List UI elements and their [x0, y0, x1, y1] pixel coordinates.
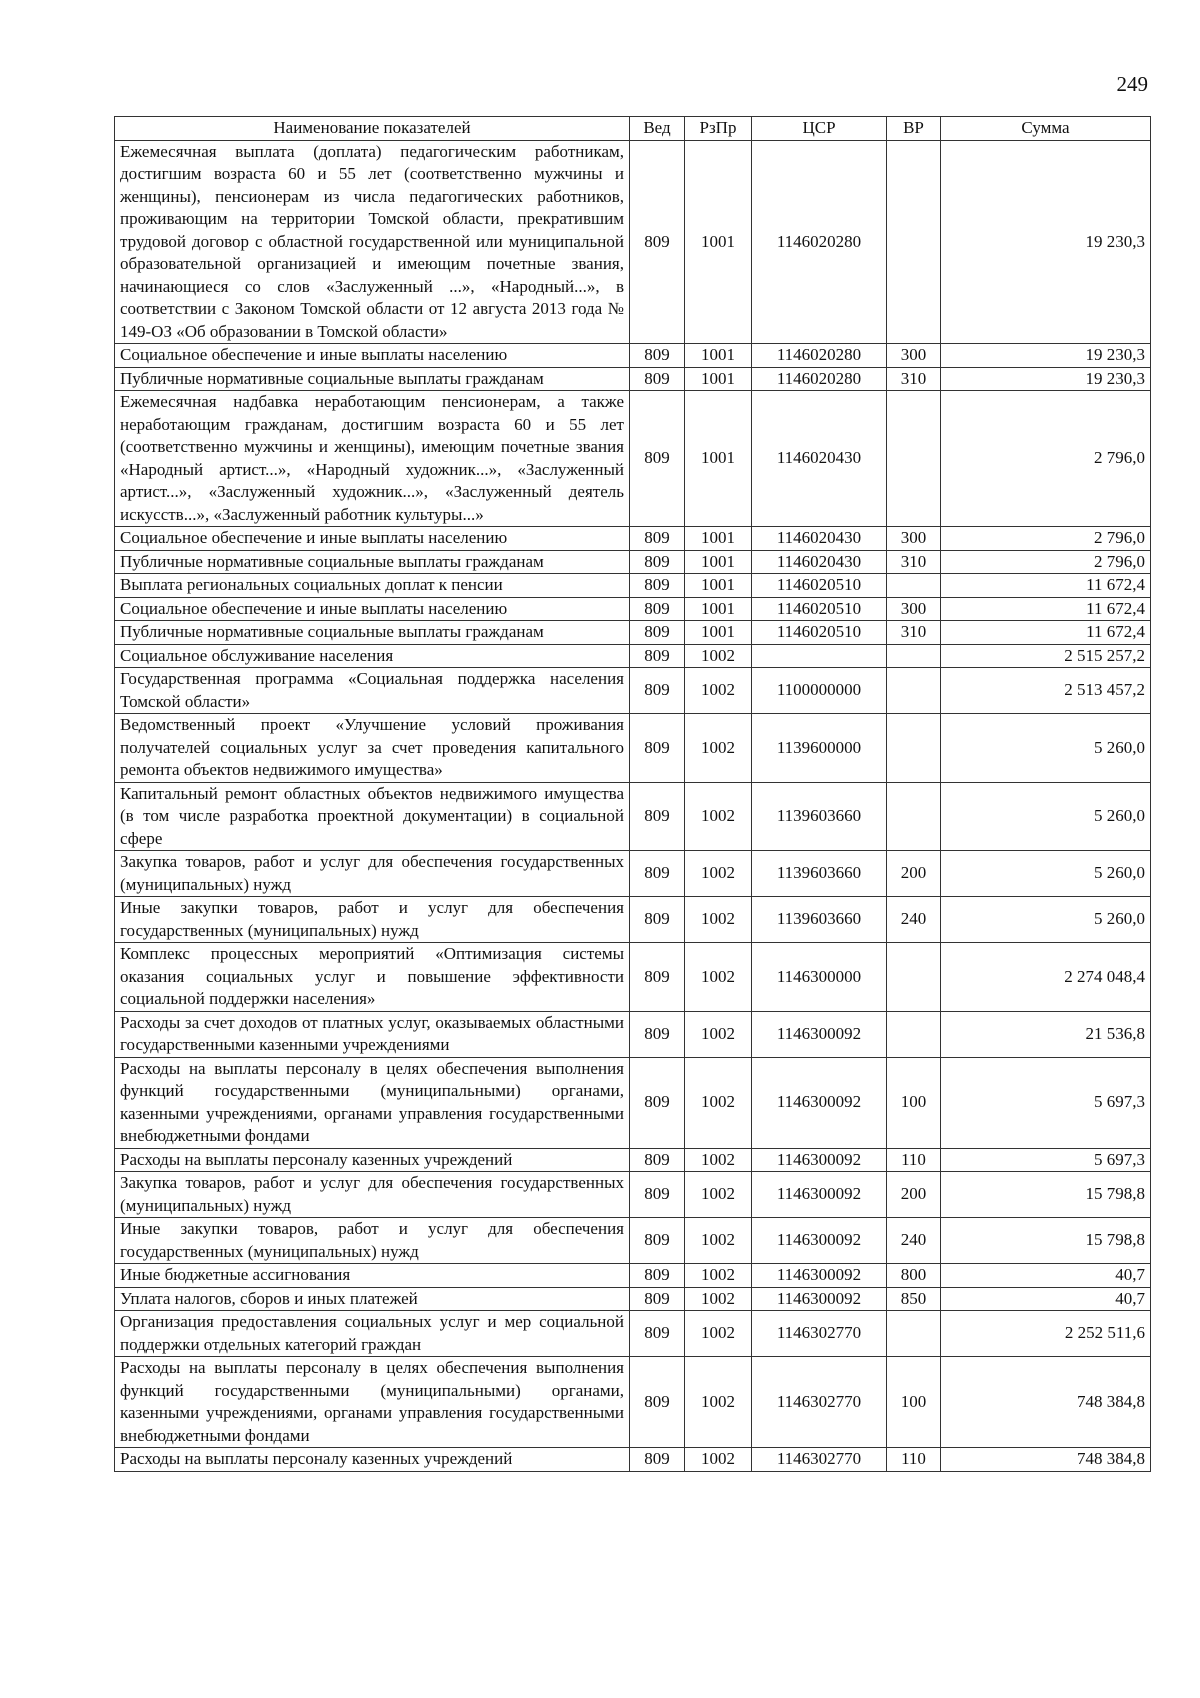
sum-cell: 11 672,4 — [941, 621, 1151, 645]
rzpr-cell: 1001 — [685, 140, 752, 344]
rzpr-cell: 1002 — [685, 1148, 752, 1172]
rzpr-cell: 1002 — [685, 1057, 752, 1148]
table-row — [115, 1287, 1151, 1311]
ved-cell: 809 — [630, 344, 685, 368]
csr-cell: 1139603660 — [752, 782, 887, 851]
indicator-name-cell: Ежемесячная надбавка неработающим пенсионерам, а также неработающим гражданам, достигшим возраста 60 и 55 лет (соответственно мужчины и женщины), имеющим почетные звания «Народный артист...», «Народный художник...», «Заслуженный артист...», «Заслуженный художник...», «Заслуженный деятель искусств...», «Заслуженный работник культуры...» — [115, 391, 630, 527]
csr-cell: 1146302770 — [752, 1357, 887, 1448]
indicator-name-cell: Социальное обеспечение и иные выплаты населению — [115, 597, 630, 621]
table-row — [115, 782, 1151, 851]
indicator-name-cell: Капитальный ремонт областных объектов недвижимого имущества (в том числе разработка проектной документации) в социальной сфере — [115, 782, 630, 851]
sum-cell: 19 230,3 — [941, 367, 1151, 391]
csr-cell: 1146020280 — [752, 140, 887, 344]
sum-cell: 2 252 511,6 — [941, 1311, 1151, 1357]
column-header-name: Наименование показателей — [115, 117, 630, 141]
indicator-name-cell: Расходы на выплаты персоналу в целях обеспечения выполнения функций государственными (муниципальными) органами, казенными учреждениями, органами управления государственными внебюджетными фондами — [115, 1057, 630, 1148]
vr-cell — [887, 668, 941, 714]
budget-table — [114, 116, 1151, 1472]
sum-cell: 748 384,8 — [941, 1357, 1151, 1448]
rzpr-cell: 1002 — [685, 644, 752, 668]
vr-cell: 100 — [887, 1057, 941, 1148]
page-number: 249 — [1116, 72, 1148, 96]
vr-cell — [887, 1311, 941, 1357]
csr-cell: 1146302770 — [752, 1311, 887, 1357]
sum-cell: 2 796,0 — [941, 527, 1151, 551]
table-row — [115, 1148, 1151, 1172]
rzpr-cell: 1002 — [685, 1172, 752, 1218]
csr-cell — [752, 644, 887, 668]
rzpr-cell: 1002 — [685, 1011, 752, 1057]
ved-cell: 809 — [630, 897, 685, 943]
csr-cell: 1146300092 — [752, 1057, 887, 1148]
sum-cell: 2 796,0 — [941, 391, 1151, 527]
csr-cell: 1139600000 — [752, 714, 887, 783]
vr-cell — [887, 1011, 941, 1057]
table-row — [115, 1218, 1151, 1264]
sum-cell: 5 260,0 — [941, 897, 1151, 943]
vr-cell — [887, 943, 941, 1012]
rzpr-cell: 1002 — [685, 1287, 752, 1311]
ved-cell: 809 — [630, 1011, 685, 1057]
rzpr-cell: 1001 — [685, 344, 752, 368]
table-row — [115, 1057, 1151, 1148]
rzpr-cell: 1002 — [685, 1311, 752, 1357]
ved-cell: 809 — [630, 1218, 685, 1264]
indicator-name-cell: Комплекс процессных мероприятий «Оптимизация системы оказания социальных услуг и повышение эффективности социальной поддержки населения» — [115, 943, 630, 1012]
ved-cell: 809 — [630, 527, 685, 551]
csr-cell: 1146020280 — [752, 344, 887, 368]
table-row — [115, 527, 1151, 551]
ved-cell: 809 — [630, 851, 685, 897]
indicator-name-cell: Организация предоставления социальных услуг и мер социальной поддержки отдельных категорий граждан — [115, 1311, 630, 1357]
rzpr-cell: 1002 — [685, 851, 752, 897]
ved-cell: 809 — [630, 367, 685, 391]
indicator-name-cell: Расходы за счет доходов от платных услуг, оказываемых областными государственными казенными учреждениями — [115, 1011, 630, 1057]
ved-cell: 809 — [630, 391, 685, 527]
vr-cell: 300 — [887, 527, 941, 551]
indicator-name-cell: Ведомственный проект «Улучшение условий проживания получателей социальных услуг за счет проведения капитального ремонта объектов недвижимого имущества» — [115, 714, 630, 783]
indicator-name-cell: Расходы на выплаты персоналу в целях обеспечения выполнения функций государственными (муниципальными) органами, казенными учреждениями, органами управления государственными внебюджетными фондами — [115, 1357, 630, 1448]
table-row — [115, 1172, 1151, 1218]
column-header-vr: ВР — [887, 117, 941, 141]
table-row — [115, 574, 1151, 598]
rzpr-cell: 1001 — [685, 550, 752, 574]
rzpr-cell: 1002 — [685, 714, 752, 783]
csr-cell: 1146020510 — [752, 621, 887, 645]
ved-cell: 809 — [630, 668, 685, 714]
csr-cell: 1139603660 — [752, 851, 887, 897]
table-header-row — [115, 117, 1151, 141]
rzpr-cell: 1001 — [685, 391, 752, 527]
vr-cell — [887, 391, 941, 527]
rzpr-cell: 1001 — [685, 527, 752, 551]
rzpr-cell: 1002 — [685, 1357, 752, 1448]
table-row — [115, 1448, 1151, 1472]
table-row — [115, 943, 1151, 1012]
rzpr-cell: 1001 — [685, 367, 752, 391]
csr-cell: 1146020280 — [752, 367, 887, 391]
csr-cell: 1146300092 — [752, 1172, 887, 1218]
vr-cell — [887, 782, 941, 851]
sum-cell: 15 798,8 — [941, 1218, 1151, 1264]
ved-cell: 809 — [630, 1264, 685, 1288]
ved-cell: 809 — [630, 644, 685, 668]
rzpr-cell: 1001 — [685, 621, 752, 645]
column-header-sum: Сумма — [941, 117, 1151, 141]
csr-cell: 1146300092 — [752, 1264, 887, 1288]
table-row — [115, 897, 1151, 943]
table-row — [115, 140, 1151, 344]
column-header-csr: ЦСР — [752, 117, 887, 141]
rzpr-cell: 1002 — [685, 1448, 752, 1472]
ved-cell: 809 — [630, 1357, 685, 1448]
ved-cell: 809 — [630, 1172, 685, 1218]
table-row — [115, 597, 1151, 621]
vr-cell: 310 — [887, 367, 941, 391]
indicator-name-cell: Государственная программа «Социальная поддержка населения Томской области» — [115, 668, 630, 714]
indicator-name-cell: Публичные нормативные социальные выплаты гражданам — [115, 550, 630, 574]
table-row — [115, 367, 1151, 391]
ved-cell: 809 — [630, 782, 685, 851]
vr-cell: 100 — [887, 1357, 941, 1448]
rzpr-cell: 1002 — [685, 668, 752, 714]
csr-cell: 1146300092 — [752, 1011, 887, 1057]
indicator-name-cell: Социальное обеспечение и иные выплаты населению — [115, 344, 630, 368]
vr-cell — [887, 714, 941, 783]
table-row — [115, 1264, 1151, 1288]
ved-cell: 809 — [630, 597, 685, 621]
ved-cell: 809 — [630, 574, 685, 598]
table-row — [115, 621, 1151, 645]
vr-cell: 240 — [887, 1218, 941, 1264]
indicator-name-cell: Уплата налогов, сборов и иных платежей — [115, 1287, 630, 1311]
table-row — [115, 1311, 1151, 1357]
indicator-name-cell: Иные закупки товаров, работ и услуг для обеспечения государственных (муниципальных) нужд — [115, 897, 630, 943]
table-row — [115, 714, 1151, 783]
csr-cell: 1146020430 — [752, 527, 887, 551]
indicator-name-cell: Публичные нормативные социальные выплаты гражданам — [115, 367, 630, 391]
table-row — [115, 344, 1151, 368]
vr-cell: 110 — [887, 1148, 941, 1172]
vr-cell — [887, 140, 941, 344]
sum-cell: 748 384,8 — [941, 1448, 1151, 1472]
indicator-name-cell: Публичные нормативные социальные выплаты гражданам — [115, 621, 630, 645]
sum-cell: 15 798,8 — [941, 1172, 1151, 1218]
indicator-name-cell: Выплата региональных социальных доплат к пенсии — [115, 574, 630, 598]
sum-cell: 5 260,0 — [941, 851, 1151, 897]
csr-cell: 1146020510 — [752, 574, 887, 598]
indicator-name-cell: Закупка товаров, работ и услуг для обеспечения государственных (муниципальных) нужд — [115, 1172, 630, 1218]
rzpr-cell: 1002 — [685, 943, 752, 1012]
vr-cell: 310 — [887, 550, 941, 574]
vr-cell: 800 — [887, 1264, 941, 1288]
csr-cell: 1146300000 — [752, 943, 887, 1012]
table-row — [115, 1357, 1151, 1448]
vr-cell: 310 — [887, 621, 941, 645]
indicator-name-cell: Иные бюджетные ассигнования — [115, 1264, 630, 1288]
csr-cell: 1146300092 — [752, 1287, 887, 1311]
column-header-rzpr: РзПр — [685, 117, 752, 141]
indicator-name-cell: Расходы на выплаты персоналу казенных учреждений — [115, 1148, 630, 1172]
csr-cell: 1139603660 — [752, 897, 887, 943]
sum-cell: 5 260,0 — [941, 714, 1151, 783]
indicator-name-cell: Иные закупки товаров, работ и услуг для обеспечения государственных (муниципальных) нужд — [115, 1218, 630, 1264]
sum-cell: 5 260,0 — [941, 782, 1151, 851]
csr-cell: 1146020430 — [752, 550, 887, 574]
indicator-name-cell: Социальное обеспечение и иные выплаты населению — [115, 527, 630, 551]
ved-cell: 809 — [630, 1057, 685, 1148]
ved-cell: 809 — [630, 1448, 685, 1472]
table-body — [115, 140, 1151, 1471]
ved-cell: 809 — [630, 1311, 685, 1357]
sum-cell: 2 515 257,2 — [941, 644, 1151, 668]
column-header-ved: Вед — [630, 117, 685, 141]
sum-cell: 11 672,4 — [941, 597, 1151, 621]
indicator-name-cell: Закупка товаров, работ и услуг для обеспечения государственных (муниципальных) нужд — [115, 851, 630, 897]
vr-cell: 240 — [887, 897, 941, 943]
ved-cell: 809 — [630, 1148, 685, 1172]
csr-cell: 1100000000 — [752, 668, 887, 714]
vr-cell: 850 — [887, 1287, 941, 1311]
csr-cell: 1146300092 — [752, 1148, 887, 1172]
sum-cell: 21 536,8 — [941, 1011, 1151, 1057]
sum-cell: 40,7 — [941, 1287, 1151, 1311]
ved-cell: 809 — [630, 943, 685, 1012]
ved-cell: 809 — [630, 714, 685, 783]
csr-cell: 1146020430 — [752, 391, 887, 527]
sum-cell: 5 697,3 — [941, 1148, 1151, 1172]
table-row — [115, 851, 1151, 897]
vr-cell: 110 — [887, 1448, 941, 1472]
sum-cell: 40,7 — [941, 1264, 1151, 1288]
vr-cell — [887, 644, 941, 668]
sum-cell: 11 672,4 — [941, 574, 1151, 598]
sum-cell: 2 274 048,4 — [941, 943, 1151, 1012]
indicator-name-cell: Расходы на выплаты персоналу казенных учреждений — [115, 1448, 630, 1472]
table-row — [115, 550, 1151, 574]
ved-cell: 809 — [630, 1287, 685, 1311]
ved-cell: 809 — [630, 140, 685, 344]
vr-cell: 300 — [887, 344, 941, 368]
rzpr-cell: 1002 — [685, 1218, 752, 1264]
table-row — [115, 391, 1151, 527]
rzpr-cell: 1001 — [685, 574, 752, 598]
rzpr-cell: 1002 — [685, 897, 752, 943]
csr-cell: 1146300092 — [752, 1218, 887, 1264]
csr-cell: 1146020510 — [752, 597, 887, 621]
sum-cell: 2 513 457,2 — [941, 668, 1151, 714]
table-row — [115, 644, 1151, 668]
indicator-name-cell: Социальное обслуживание населения — [115, 644, 630, 668]
vr-cell: 200 — [887, 1172, 941, 1218]
sum-cell: 2 796,0 — [941, 550, 1151, 574]
sum-cell: 19 230,3 — [941, 344, 1151, 368]
csr-cell: 1146302770 — [752, 1448, 887, 1472]
table-row — [115, 668, 1151, 714]
rzpr-cell: 1002 — [685, 1264, 752, 1288]
vr-cell — [887, 574, 941, 598]
sum-cell: 5 697,3 — [941, 1057, 1151, 1148]
table-row — [115, 1011, 1151, 1057]
indicator-name-cell: Ежемесячная выплата (доплата) педагогическим работникам, достигшим возраста 60 и 55 лет (соответственно мужчины и женщины), пенсионерам из числа педагогических работников, проживающим на территории Томской области, прекратившим трудовой договор с областной государственной или муниципальной образовательной организацией и имеющим почетные звания, начинающиеся со слов «Заслуженный ...», «Народный...», в соответствии с Законом Томской области от 12 августа 2013 года № 149-ОЗ «Об образовании в Томской области» — [115, 140, 630, 344]
rzpr-cell: 1001 — [685, 597, 752, 621]
rzpr-cell: 1002 — [685, 782, 752, 851]
vr-cell: 300 — [887, 597, 941, 621]
ved-cell: 809 — [630, 621, 685, 645]
ved-cell: 809 — [630, 550, 685, 574]
sum-cell: 19 230,3 — [941, 140, 1151, 344]
vr-cell: 200 — [887, 851, 941, 897]
